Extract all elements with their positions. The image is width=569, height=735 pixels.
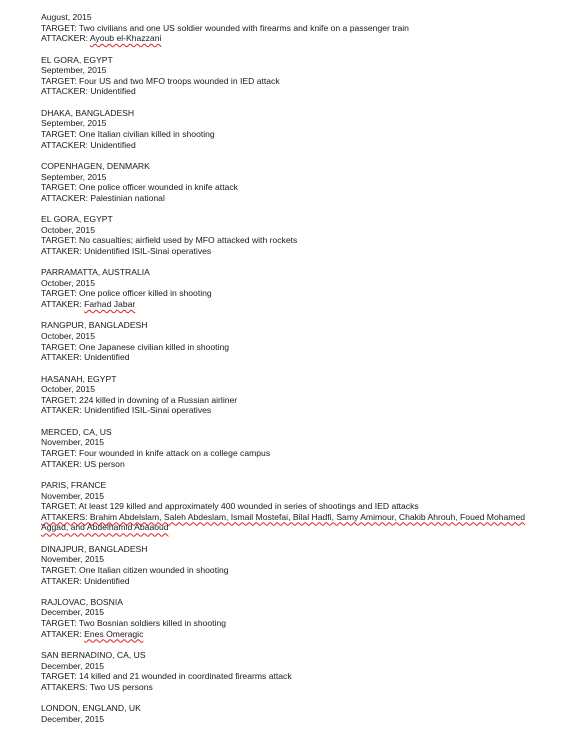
incident-attacker	[41, 576, 551, 587]
attacker-name: Ayoub el-Khazzani	[89, 33, 162, 44]
incident-location: RAJLOVAC, BOSNIA	[41, 596, 123, 607]
incident-attacker	[41, 193, 551, 204]
attacker-name: Enes Omeragic	[84, 628, 144, 639]
incident-entry	[41, 544, 551, 586]
incident-target: TARGET: 14 killed and 21 wounded in coordinated firearms attack	[41, 671, 292, 682]
incident-target: TARGET: Two Bosnian soldiers killed in shooting	[41, 618, 227, 629]
attacker-name: Two US persons	[89, 681, 153, 692]
incident-entry	[41, 108, 551, 150]
incident-entry	[41, 267, 551, 309]
incident-location: COPENHAGEN, DENMARK	[41, 160, 150, 171]
incident-date: November, 2015	[41, 554, 105, 565]
incident-date: October, 2015	[41, 277, 95, 288]
attacker-name: Farhad Jabar	[84, 299, 136, 310]
incident-location: DHAKA, BANGLADESH	[41, 107, 135, 118]
incident-location: DINAJPUR, BANGLADESH	[41, 543, 148, 554]
incident-date: December, 2015	[41, 660, 105, 671]
incident-entry	[41, 703, 551, 724]
incident-location: LONDON, ENGLAND, UK	[41, 703, 141, 714]
attacker-label: ATTAKER:	[41, 405, 85, 416]
incident-target: TARGET: No casualties; airfield used by MFO attacked with rockets	[41, 235, 298, 246]
incident-location: MERCED, CA, US	[41, 426, 112, 437]
incident-attacker	[41, 629, 551, 640]
incident-location: PARRAMATTA, AUSTRALIA	[41, 267, 150, 278]
attacker-name: US person	[84, 458, 125, 469]
incident-location: PARIS, FRANCE	[41, 479, 107, 490]
incident-attacker	[41, 33, 551, 44]
attacker-label: ATTACKER:	[41, 139, 91, 150]
incident-date: August, 2015	[41, 12, 92, 22]
incident-date: December, 2015	[41, 713, 105, 724]
incident-entry	[41, 55, 551, 97]
attacker-label: ATTAKER:	[41, 299, 85, 310]
incident-date: October, 2015	[41, 331, 95, 342]
incident-attacker	[41, 299, 551, 310]
attacker-label: ATTAKER:	[41, 575, 85, 586]
incident-location: EL GORA, EGYPT	[41, 54, 113, 65]
document-page	[41, 12, 551, 735]
incident-target: TARGET: Four US and two MFO troops wounded in IED attack	[41, 75, 280, 86]
incident-target: TARGET: Four wounded in knife attack on a college campus	[41, 447, 271, 458]
incident-target: TARGET: One police officer wounded in knife attack	[41, 182, 238, 193]
incident-location: RANGPUR, BANGLADESH	[41, 320, 148, 331]
incident-entry	[41, 374, 551, 416]
incident-attacker	[41, 352, 551, 363]
incident-target: TARGET: Two civilians and one US soldier wounded with firearms and knife on a passenger train	[41, 22, 409, 33]
incident-entry	[41, 214, 551, 256]
attacker-name: Unidentified	[84, 575, 130, 586]
incident-date: December, 2015	[41, 607, 105, 618]
incident-entry	[41, 161, 551, 203]
attacker-label: ATTAKER:	[41, 458, 85, 469]
incident-target: TARGET: One Japanese civilian killed in shooting	[41, 341, 230, 352]
incident-target: TARGET: One police officer killed in shooting	[41, 288, 212, 299]
incident-location: HASANAH, EGYPT	[41, 373, 117, 384]
attacker-name: Unidentified ISIL-Sinai operatives	[84, 405, 212, 416]
incident-entry	[41, 597, 551, 639]
incident-attacker	[41, 246, 551, 257]
incident-date: September, 2015	[41, 118, 107, 129]
attacker-label: ATTACKER:	[41, 192, 91, 203]
attacker-label: ATTAKER:	[41, 245, 85, 256]
incident-target: TARGET: 224 killed in downing of a Russian airliner	[41, 394, 238, 405]
attacker-name: Unidentified	[90, 86, 136, 97]
incident-attackers: ATTAKERS: Brahim Abdelslam, Saleh Abdeslam, Ismail Mostefai, Bilal Hadfi, Samy Amimour, Chakib Ahrouh, Foued Mohamed Aggad, and Abdelhamid Abaaoud	[41, 511, 526, 533]
attacker-name: Unidentified	[90, 139, 136, 150]
incident-date: October, 2015	[41, 384, 95, 395]
attacker-label: ATTAKERS:	[41, 681, 90, 692]
incident-entry	[41, 12, 551, 44]
incident-entry	[41, 650, 551, 692]
incident-attacker	[41, 405, 551, 416]
attacker-name: Unidentified	[84, 352, 130, 363]
incident-target: TARGET: At least 129 killed and approximately 400 wounded in series of shootings and IED attacks	[41, 501, 419, 512]
attacker-name: Unidentified ISIL-Sinai operatives	[84, 245, 212, 256]
incident-entry	[41, 320, 551, 362]
incident-location: EL GORA, EGYPT	[41, 214, 113, 225]
attacker-name: Palestinian national	[90, 192, 165, 203]
incident-date: September, 2015	[41, 171, 107, 182]
incident-date: November, 2015	[41, 490, 105, 501]
incident-date: October, 2015	[41, 224, 95, 235]
incident-target: TARGET: One Italian citizen wounded in shooting	[41, 564, 229, 575]
attacker-label: ATTAKER:	[41, 352, 85, 363]
attacker-label: ATTACKER:	[41, 86, 91, 97]
incident-entry	[41, 427, 551, 469]
incident-entry	[41, 480, 551, 533]
incident-target: TARGET: One Italian civilian killed in shooting	[41, 128, 215, 139]
attacker-label: ATTACKER:	[41, 33, 90, 44]
incident-date: September, 2015	[41, 65, 107, 76]
incident-location: SAN BERNADINO, CA, US	[41, 650, 146, 661]
incident-attacker	[41, 140, 551, 151]
incident-attacker	[41, 682, 551, 693]
incident-attacker	[41, 86, 551, 97]
attacker-label: ATTAKER:	[41, 628, 85, 639]
incident-attacker	[41, 459, 551, 470]
incident-date: November, 2015	[41, 437, 105, 448]
